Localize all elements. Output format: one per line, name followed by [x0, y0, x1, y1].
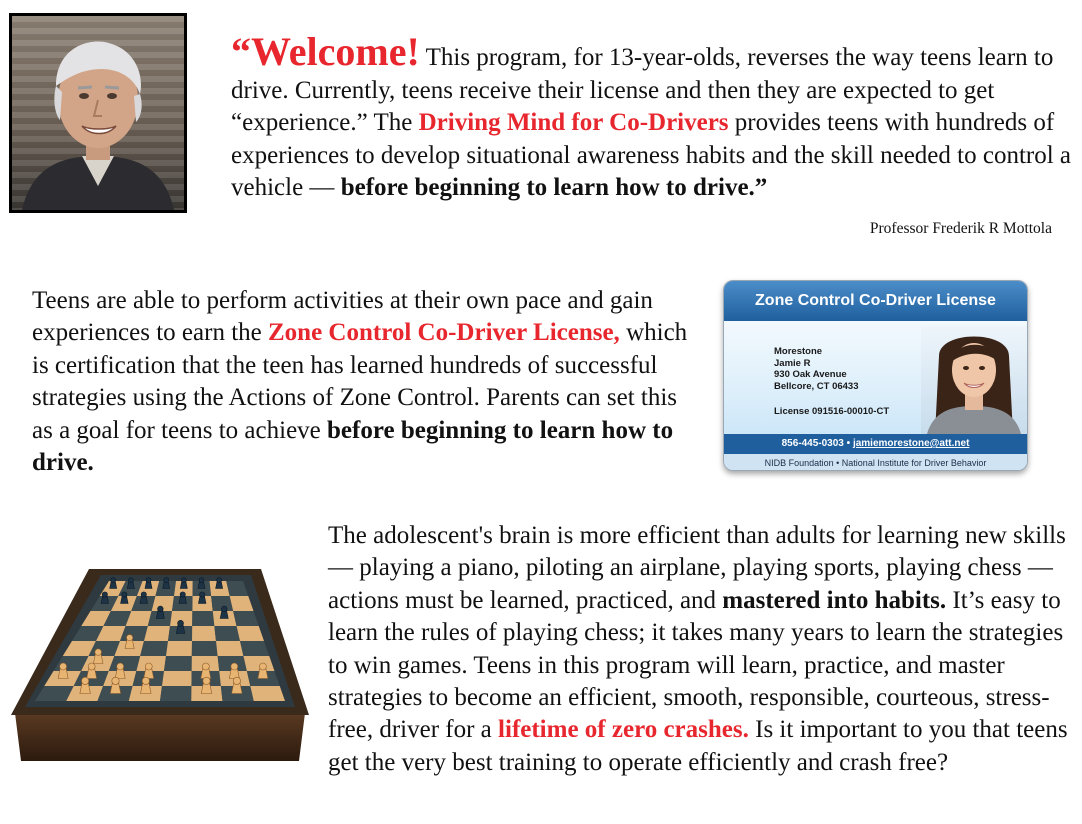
card-street: 930 Oak Avenue: [774, 369, 847, 380]
card-city: Bellcore, CT 06433: [774, 380, 859, 392]
card-separator: •: [846, 438, 851, 449]
zero-crashes-highlight: lifetime of zero crashes.: [498, 716, 749, 744]
chess-board-image: [9, 555, 311, 763]
adolescent-text-3: Is it important to you that teens get the very best training to operate efficiently and crash free?: [328, 716, 1068, 776]
adolescent-paragraph: [328, 520, 1080, 779]
welcome-emphasis: before beginning to learn how to drive.”: [340, 174, 768, 201]
card-footer: NIDB Foundation • National Institute for Driver Behavior: [724, 454, 1027, 471]
welcome-headline: Welcome!: [251, 29, 420, 74]
teens-text-1: Teens are able to perform activities at their own pace and gain experiences to earn the: [32, 287, 653, 347]
adolescent-emphasis: mastered into habits.: [722, 586, 947, 614]
adolescent-text-2: It’s easy to learn the rules of playing chess; it takes many years to learn the strategies to win games. Teens in this program will learn, practice, and master strategies to become an efficient, smooth, responsible, courteous, stress-free, driver for a: [328, 586, 1064, 744]
adolescent-text-1: The adolescent's brain is more efficient than adults for learning new skills — playing a piano, piloting an airplane, playing sports, playing chess — actions must be learned, practiced, and: [328, 522, 1066, 614]
teens-emphasis: before beginning to learn how to drive.: [32, 416, 674, 477]
program-name: Driving Mind for Co-Drivers: [418, 109, 729, 136]
welcome-text-1: This program, for 13-year-olds, reverses the way teens learn to drive. Currently, teens receive their license and then they are expected to get “experience.” The: [231, 44, 1054, 136]
card-surname: Morestone: [774, 346, 823, 357]
card-email: jamiemorestone@att.net: [852, 438, 970, 449]
card-phone: 856-445-0303: [781, 438, 844, 449]
professor-photo: [9, 13, 187, 213]
license-card: [723, 280, 1028, 471]
welcome-paragraph: [231, 29, 1076, 205]
card-license-number: License 091516-00010-CT: [774, 406, 890, 417]
welcome-text-2: provides teens with hundreds of experiences to develop situational awareness habits and the skill needed to control a vehicle —: [231, 109, 1072, 201]
open-quote: “: [231, 29, 251, 74]
teens-text-2: which is certification that the teen has learned hundreds of successful strategies using the Actions of Zone Control. Parents can set this as a goal for teens to achieve: [32, 319, 688, 444]
license-name: Zone Control Co-Driver License,: [268, 319, 620, 347]
card-contact: [724, 434, 1027, 454]
card-details: [774, 346, 924, 418]
card-photo: [921, 326, 1027, 434]
license-paragraph: [32, 285, 702, 479]
card-title: Zone Control Co-Driver License: [724, 281, 1027, 321]
attribution: Professor Frederik R Mottola: [869, 220, 1052, 237]
card-given-name: Jamie R: [774, 357, 811, 369]
